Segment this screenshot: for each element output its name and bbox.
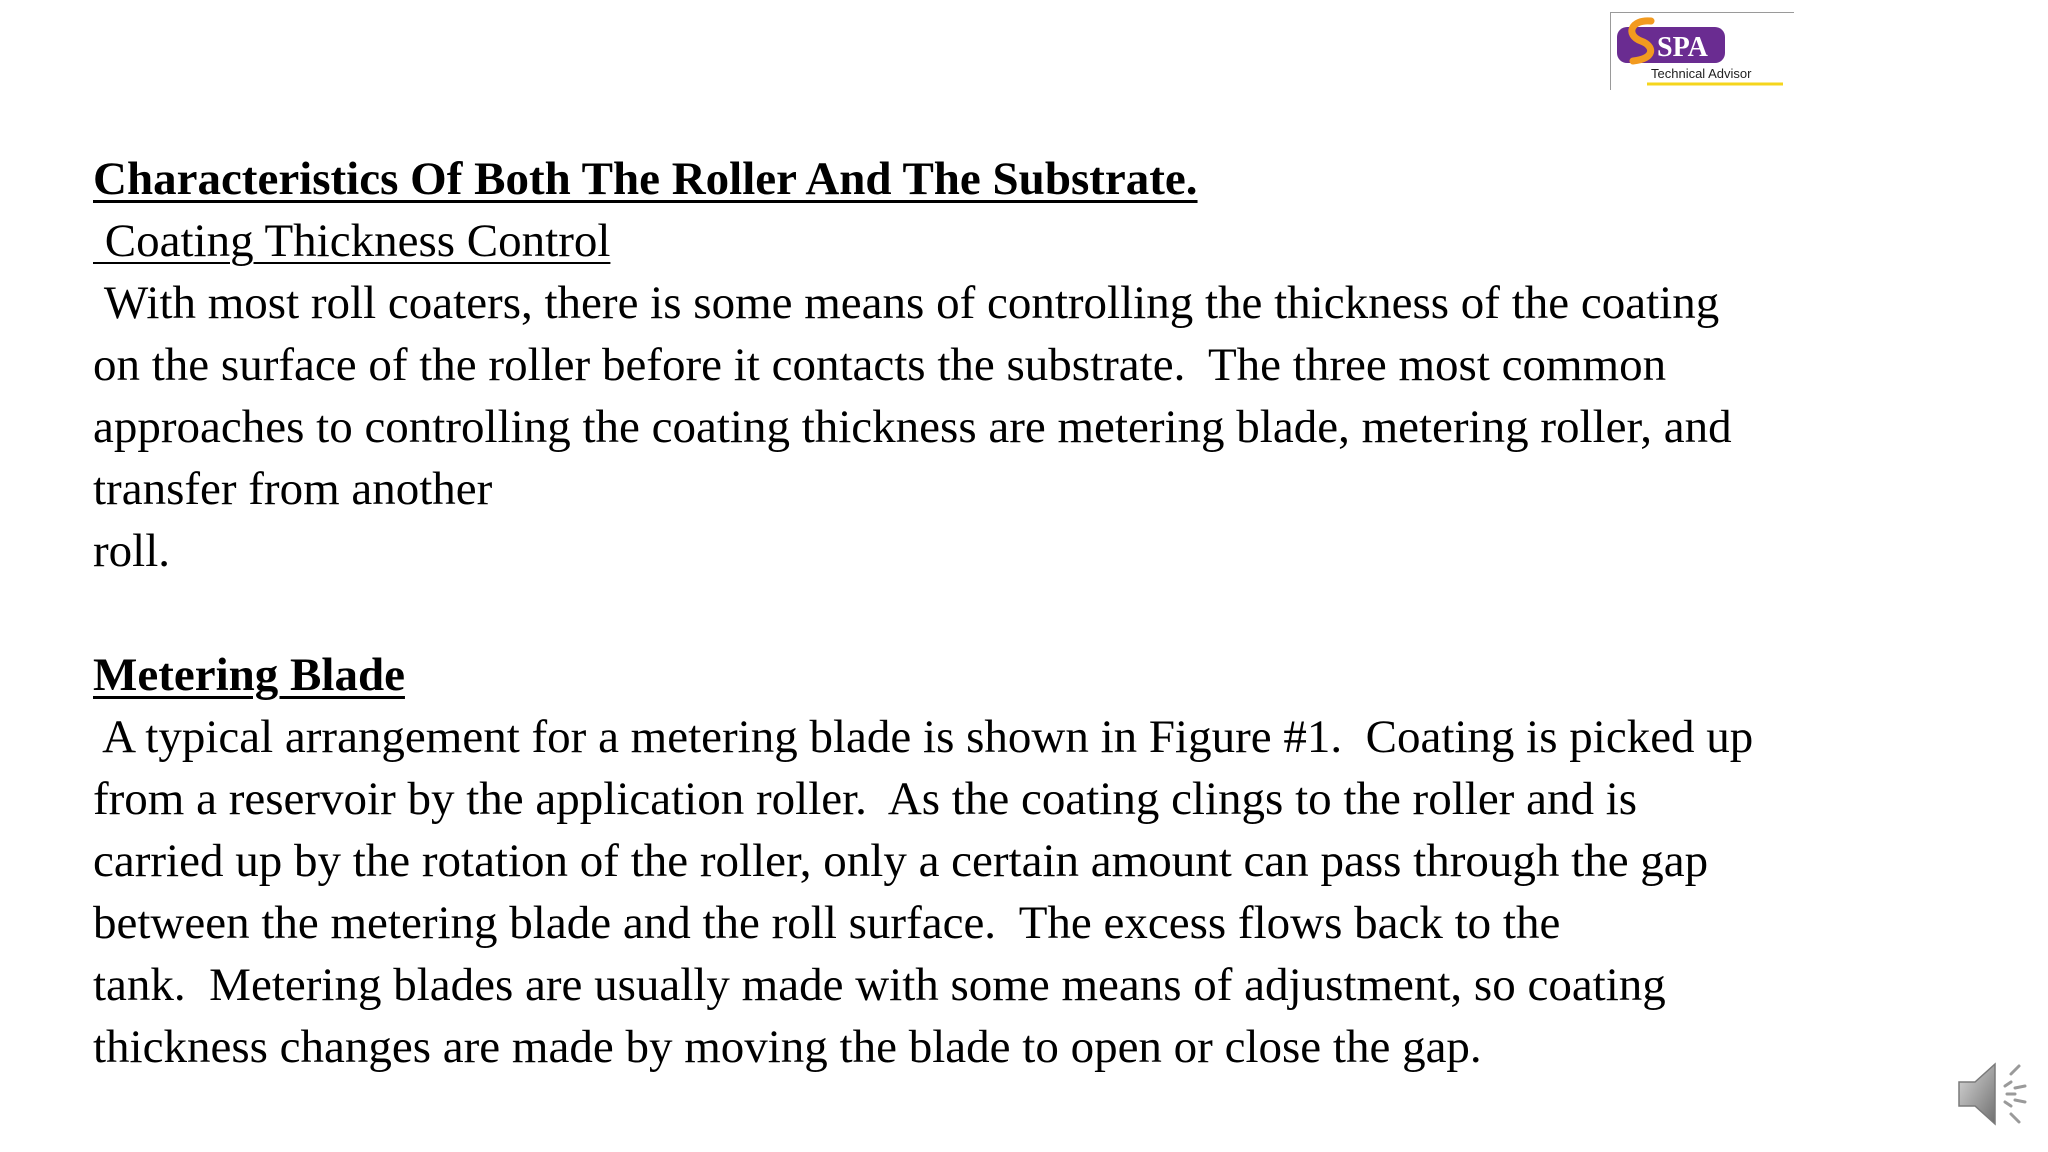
section1-subheading: Coating Thickness Control (93, 215, 611, 267)
section1-heading: Characteristics Of Both The Roller And The Substrate. (93, 153, 1198, 205)
section1-line-3: approaches to controlling the coating thickness are metering blade, metering roller, and (93, 401, 1732, 453)
spa-logo (1610, 12, 1794, 90)
logo-brand-text: SPA (1657, 32, 1708, 63)
spa-logo-graphic (1611, 13, 1795, 91)
section2-line-1: A typical arrangement for a metering blade is shown in Figure #1. Coating is picked up (93, 711, 1754, 763)
section2-line-6: thickness changes are made by moving the blade to open or close the gap. (93, 1021, 1482, 1073)
section2-line-3: carried up by the rotation of the roller, only a certain amount can pass through the gap (93, 835, 1709, 887)
section2-line-5: tank. Metering blades are usually made with some means of adjustment, so coating (93, 959, 1666, 1011)
section2-heading: Metering Blade (93, 649, 405, 701)
section2-line-2: from a reservoir by the application roller. As the coating clings to the roller and is (93, 773, 1638, 825)
slide-body (93, 148, 1993, 1078)
section1-line-4: transfer from another (93, 463, 493, 515)
logo-tagline: Technical Advisor (1651, 66, 1752, 81)
section1-line-2: on the surface of the roller before it contacts the substrate. The three most common (93, 339, 1667, 391)
section1-line-1: With most roll coaters, there is some means of controlling the thickness of the coating (93, 277, 1720, 329)
speaker-icon-graphic (1955, 1052, 2035, 1136)
section1-line-5: roll. (93, 525, 171, 577)
speaker-icon[interactable] (1955, 1052, 2035, 1136)
section2-line-4: between the metering blade and the roll surface. The excess flows back to the (93, 897, 1561, 949)
section-spacer (93, 582, 1993, 644)
